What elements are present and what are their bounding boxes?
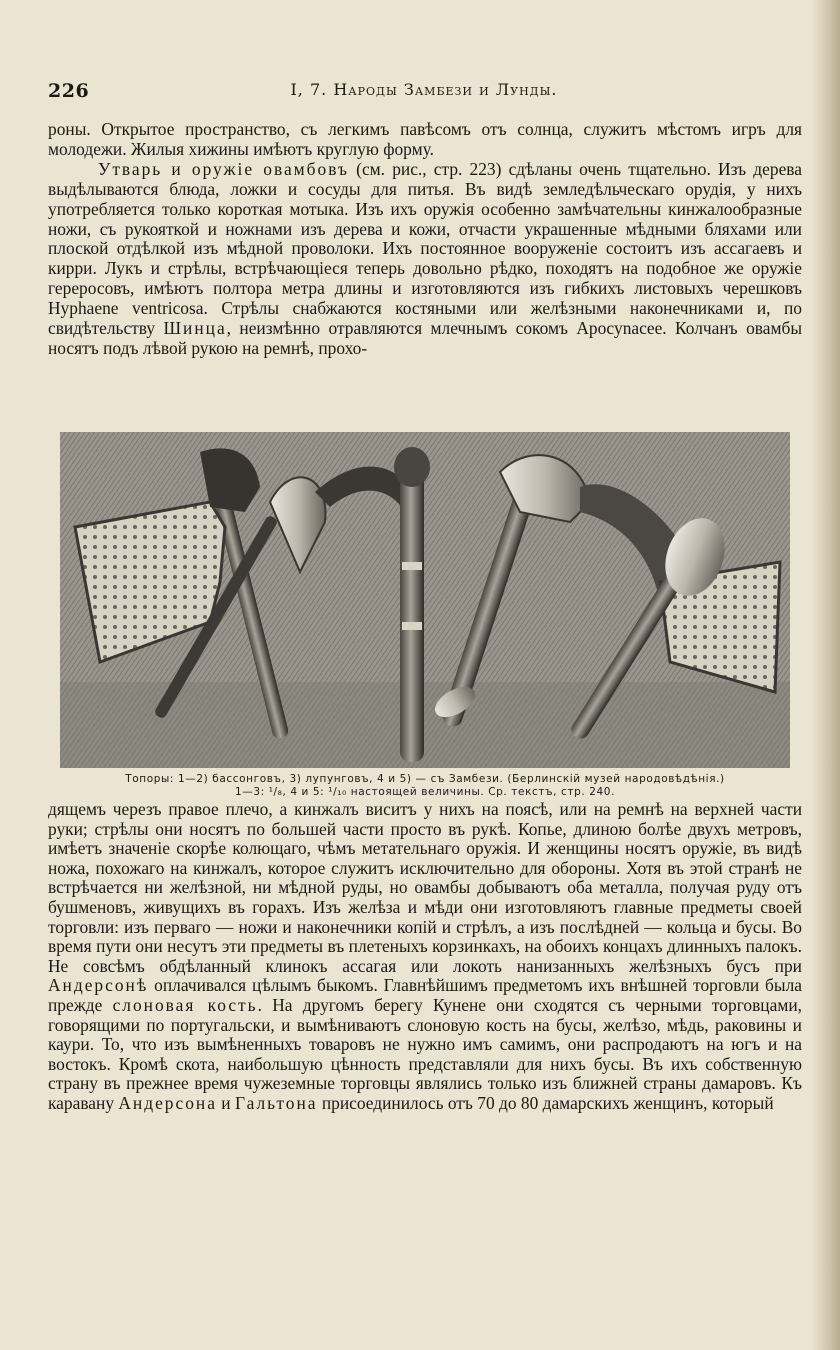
text-run: (см. рис., стр. 223) сдѣланы очень тщательно. Изъ дерева выдѣлываются блюда, ложки и сосуды для питья. Въ видѣ земледѣльческаго орудія, у нихъ употребляется только короткая мотыка. Изъ ихъ оружія особенно замѣчательны кинжалообразные ножи, съ рукояткой и ножнами изъ дерева и кожи, отчасти украшенные мѣдными бляхами или плоской отдѣлкой изъ мѣдной проволоки. Ихъ постоянное вооруженіе состоитъ изъ ассагаевъ и кирри. Лукъ и стрѣлы, встрѣчающіеся теперь довольно рѣдко, походятъ на подобное же оружіе гереросовъ, имѣютъ полтора метра длины и изготовляются изъ гибкихъ листовыхъ черешковъ Hyphaene ventricosa. Стрѣлы снабжаются костяными или желѣзными наконечниками и, по свидѣтельству (48, 158, 802, 339)
axes-engraving-image (60, 432, 790, 768)
text-run: дящемъ черезъ правое плечо, а кинжалъ виситъ у нихъ на поясѣ, или на ремнѣ на верхней части руки; стрѣлы они носятъ по большей части просто въ рукѣ. Копье, длиною болѣе двухъ метровъ, имѣетъ значеніе скорѣе колющаго, чѣмъ метательнаго оружія. И женщины носятъ оружіе, въ видѣ ножа, похожаго на кинжалъ, которое служитъ исключительно для обороны. Хотя въ этой странѣ не встрѣчается ни желѣзной, ни мѣдной руды, но овамбы добываютъ оба металла, получая руду отъ бушменовъ, живущихъ въ горахъ. Изъ желѣза и мѣди они изготовляютъ главные предметы своей торговли: изъ перваго — ножи и наконечники копій и стрѣлъ, а изъ послѣдней — кольца и бусы. Во время пути они несутъ эти предметы въ плетеныхъ корзинкахъ, на обоихъ концахъ длинныхъ палокъ. Не совсѣмъ обдѣланный клинокъ ассагая или локоть нанизанныхъ желѣзныхъ бусъ при (48, 799, 802, 976)
page-edge-shadow (812, 0, 840, 1350)
running-title: I, 7. Народы Замбези и Лунды. (290, 80, 558, 99)
caption-line-2: 1—3: ¹/₈, 4 и 5: ¹/₁₀ настоящей величины. Ср. текстъ, стр. 240. (234, 786, 616, 798)
paragraph (48, 800, 802, 1114)
text-run: . На другомъ берегу Кунене они сходятся съ черными торговцами, говорящими по португальски, и вымѣниваютъ слоновую кость на бусы, желѣзо, мѣдь, раковины и каури. То, что изъ вымѣненныхъ товаровъ не нужно имъ самимъ, они распродаютъ на югъ и на востокъ. Кромѣ скота, наибольшую цѣнность представляли для нихъ бусы. Въ ихъ собственную страну въ прежнее время чужеземные торговцы являлись только изъ ближней страны дамаровъ. Къ каравану (48, 994, 802, 1113)
page-number: 226 (48, 80, 90, 102)
text-run: , неизмѣнно отравляются млечнымъ сокомъ Apocynacee. Колчанъ овамбы носятъ подъ лѣвой рукою на ремнѣ, прохо- (48, 318, 802, 358)
spaced-emphasis: слоновая кость (112, 994, 258, 1015)
figure-caption (48, 773, 802, 799)
text-run: роны. Открытое пространство, съ легкимъ павѣсомъ отъ солнца, служитъ мѣстомъ игръ для молодежи. Жилыя хижины имѣютъ круглую форму. (48, 119, 802, 159)
text-block-top (48, 120, 802, 359)
spaced-emphasis: Гальтона (234, 1092, 318, 1113)
text-run: оплачивался цѣлымъ быкомъ. Главнѣйшимъ предметомъ ихъ внѣшней торговли была прежде (48, 975, 802, 1015)
spaced-emphasis: Андерсонѣ (48, 975, 149, 996)
page-header (48, 78, 800, 108)
figure-axes-engraving (60, 432, 790, 768)
spaced-emphasis: Утварь и оружіе овамбовъ (98, 158, 349, 179)
caption-line-1: Топоры: 1—2) бассонговъ, 3) лупунговъ, 4 и 5) — съ Замбези. (Берлинскій музей народовѣдѣнія.) (125, 773, 725, 785)
spaced-emphasis: Шинца (163, 318, 227, 339)
spaced-emphasis: Андерсона (118, 1092, 217, 1113)
paragraph (48, 160, 802, 359)
paragraph (48, 120, 802, 160)
text-run: присоединилось отъ 70 до 80 дамарскихъ женщинъ, который (317, 1092, 774, 1113)
text-block-bottom (48, 800, 802, 1114)
text-run: и (216, 1092, 235, 1113)
